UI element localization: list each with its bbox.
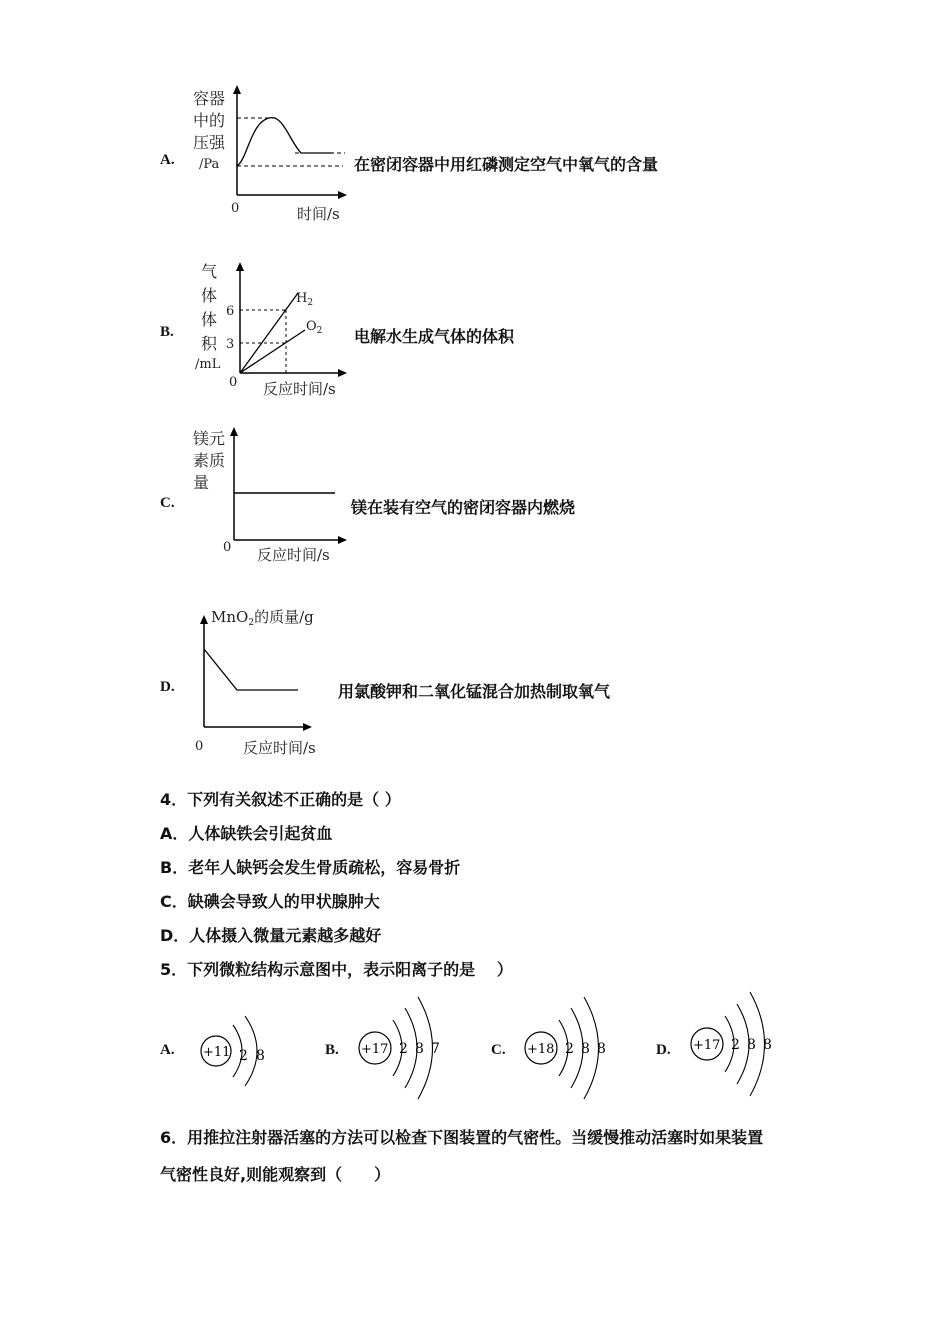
graph-b-x-arrow <box>338 369 347 377</box>
option-d-desc: 用氯酸钾和二氧化锰混合加热制取氧气 <box>338 682 611 701</box>
option-b-desc: 电解水生成气体的体积 <box>354 327 515 346</box>
graph-a-x-arrow <box>338 191 347 199</box>
graph-c-y-arrow <box>230 427 238 436</box>
graph-a-ylabel-1: 容器 <box>193 89 226 108</box>
graph-b-origin: 0 <box>229 375 238 390</box>
ion-d-nucleus-label: +17 <box>693 1038 721 1053</box>
q4-stem: 4．下列有关叙述不正确的是（ ） <box>160 790 401 809</box>
ion-a-nucleus-label: +11 <box>203 1045 231 1060</box>
graph-c-ylabel-3: 量 <box>193 473 210 492</box>
ion-c-shell-2: 8 <box>581 1041 590 1057</box>
q4-option-c: C．缺碘会导致人的甲状腺肿大 <box>160 892 380 911</box>
q4-option-a: A．人体缺铁会引起贫血 <box>160 824 333 843</box>
graph-d-origin: 0 <box>195 739 204 754</box>
graph-a <box>185 80 355 225</box>
graph-c-origin: 0 <box>223 540 232 555</box>
ion-a-shell-2: 8 <box>256 1048 265 1064</box>
graph-b-ylabel-1: 气 <box>201 262 218 281</box>
graph-a-xlabel: 时间/s <box>297 205 340 223</box>
q6-line-1: 6．用推拉注射器活塞的方法可以检查下图装置的气密性。当缓慢推动活塞时如果装置 <box>160 1128 764 1147</box>
option-c-desc: 镁在装有空气的密闭容器内燃烧 <box>351 498 576 517</box>
graph-b-ylabel-3: 体 <box>201 310 218 329</box>
graph-b-y-arrow <box>236 262 244 271</box>
graph-a-origin: 0 <box>231 201 240 216</box>
graph-b-h2-line <box>240 293 298 373</box>
q5-stem: 5．下列微粒结构示意图中，表示阳离子的是 ） <box>160 960 513 979</box>
graph-c-ylabel-2: 素质 <box>193 451 226 470</box>
graph-b-h2-label: $H_2$ <box>296 291 314 308</box>
q6-line-2: 气密性良好,则能观察到（ ） <box>160 1165 391 1184</box>
graph-c <box>185 422 355 570</box>
graph-d-ylabel: MnO$_2$的质量/g <box>211 608 314 628</box>
ion-a-diagram <box>195 1008 275 1098</box>
graph-a-ylabel-3: 压强 <box>193 133 226 152</box>
graph-d-curve <box>204 649 298 690</box>
graph-d-y-arrow <box>200 615 208 624</box>
ion-d-letter: D. <box>656 1042 671 1058</box>
q4-option-d: D．人体摄入微量元素越多越好 <box>160 926 382 945</box>
graph-b-o2-label: $O_2$ <box>306 319 323 336</box>
graph-b-tick-6: 6 <box>226 304 235 319</box>
ion-b-letter: B. <box>325 1042 339 1058</box>
graph-a-ylabel-2: 中的 <box>193 111 226 130</box>
graph-b-ylabel-5: /mL <box>195 357 221 372</box>
graph-d-x-arrow <box>303 723 312 731</box>
graph-a-curve <box>237 118 333 166</box>
ion-c-diagram <box>520 993 615 1103</box>
graph-d-xlabel: 反应时间/s <box>243 739 316 757</box>
graph-d <box>185 600 355 765</box>
ion-c-shell-1: 2 <box>565 1041 574 1057</box>
graph-b-tick-3: 3 <box>226 337 235 352</box>
ion-b-shell-1: 2 <box>399 1041 408 1057</box>
ion-a-shell-1: 2 <box>239 1048 248 1064</box>
graph-a-y-arrow <box>233 85 241 94</box>
graph-b-xlabel: 反应时间/s <box>263 380 336 398</box>
ion-d-shell-1: 2 <box>731 1037 740 1053</box>
graph-a-ylabel-4: /Pa <box>199 157 220 172</box>
graph-b-o2-line <box>240 330 305 373</box>
ion-b-shell-3: 7 <box>431 1041 440 1057</box>
graph-b-ylabel-4: 积 <box>201 334 218 353</box>
ion-b-diagram <box>355 993 450 1103</box>
option-a-letter: A. <box>160 152 175 168</box>
option-d-letter: D. <box>160 679 175 695</box>
ion-c-shell-3: 8 <box>597 1041 606 1057</box>
graph-c-xlabel: 反应时间/s <box>257 546 330 564</box>
q4-option-b: B．老年人缺钙会发生骨质疏松，容易骨折 <box>160 858 461 877</box>
graph-c-ylabel-1: 镁元 <box>193 429 226 448</box>
option-c-letter: C. <box>160 495 175 511</box>
graph-b <box>185 255 355 400</box>
ion-d-shell-2: 8 <box>747 1037 756 1053</box>
graph-c-x-arrow <box>338 536 347 544</box>
ion-b-shell-2: 8 <box>415 1041 424 1057</box>
ion-b-nucleus-label: +17 <box>361 1042 389 1057</box>
ion-a-letter: A. <box>160 1042 175 1058</box>
ion-c-nucleus-label: +18 <box>527 1042 555 1057</box>
ion-d-shell-3: 8 <box>763 1037 772 1053</box>
graph-b-ylabel-2: 体 <box>201 286 218 305</box>
ion-c-letter: C. <box>491 1042 506 1058</box>
option-a-desc: 在密闭容器中用红磷测定空气中氧气的含量 <box>354 155 659 174</box>
option-b-letter: B. <box>160 324 174 340</box>
ion-d-diagram <box>685 988 780 1098</box>
